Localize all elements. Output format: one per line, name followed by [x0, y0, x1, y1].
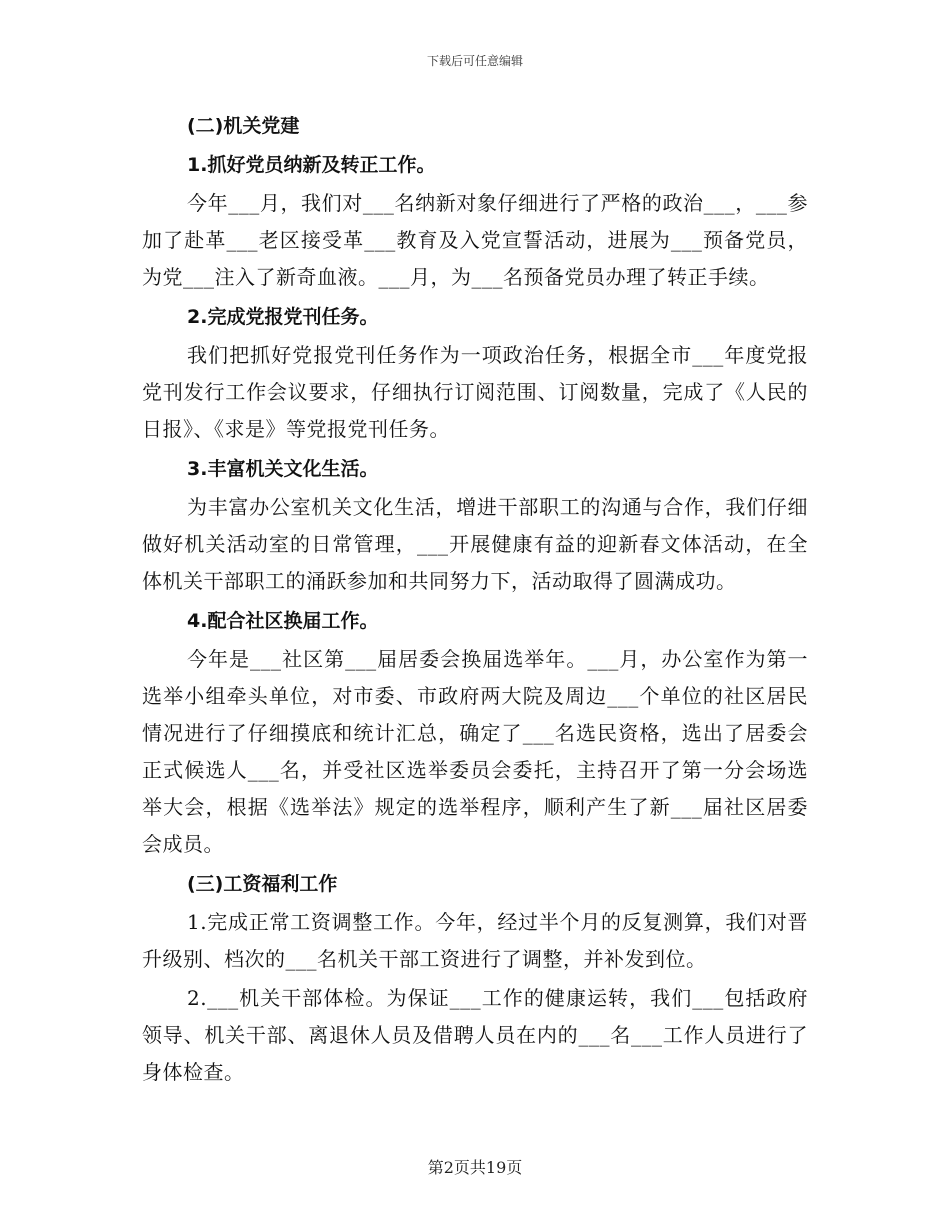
- subsection-heading: 4.配合社区换届工作。: [187, 610, 379, 632]
- body-paragraph: 为丰富办公室机关文化生活，增进干部职工的沟通与合作，我们仔细做好机关活动室的日常管理，___开展健康有益的迎新春文体活动，在全体机关干部职工的涌跃参加和共同努力下，活动取得了圆满成功。: [142, 495, 808, 593]
- page-header-note: 下载后可任意编辑: [426, 54, 523, 68]
- subsection-heading: 3.丰富机关文化生活。: [187, 458, 379, 480]
- page-number: 第2页共19页: [427, 1158, 523, 1177]
- body-paragraph: 今年___月，我们对___名纳新对象仔细进行了严格的政治___，___参加了赴革___老区接受革___教育及入党宣誓活动，进展为___预备党员，为党___注入了新奇血液。___月，为___名预备党员办理了转正手续。: [142, 191, 808, 289]
- body-paragraph: 今年是___社区第___届居委会换届选举年。___月，办公室作为第一选举小组牵头单位，对市委、市政府两大院及周边___个单位的社区居民情况进行了仔细摸底和统计汇总，确定了___名选民资格，选出了居委会正式候选人___名，并受社区选举委员会委托，主持召开了第一分会场选举大会，根据《选举法》规定的选举程序，顺利产生了新___届社区居委会成员。: [142, 647, 808, 856]
- section-heading: (三)工资福利工作: [187, 873, 338, 895]
- section-heading: (二)机关党建: [187, 115, 300, 137]
- body-paragraph: 2.___机关干部体检。为保证___工作的健康运转，我们___包括政府领导、机关干部、离退休人员及借聘人员在内的___名___工作人员进行了身体检查。: [142, 986, 808, 1084]
- body-paragraph: 1.完成正常工资调整工作。今年，经过半个月的反复测算，我们对晋升级别、档次的___名机关干部工资进行了调整，并补发到位。: [142, 910, 808, 971]
- subsection-heading: 1.抓好党员纳新及转正工作。: [187, 154, 436, 176]
- subsection-heading: 2.完成党报党刊任务。: [187, 306, 379, 328]
- document-body: [142, 107, 808, 1093]
- body-paragraph: 我们把抓好党报党刊任务作为一项政治任务，根据全市___年度党报党刊发行工作会议要求，仔细执行订阅范围、订阅数量，完成了《人民的日报》、《求是》等党报党刊任务。: [142, 343, 808, 441]
